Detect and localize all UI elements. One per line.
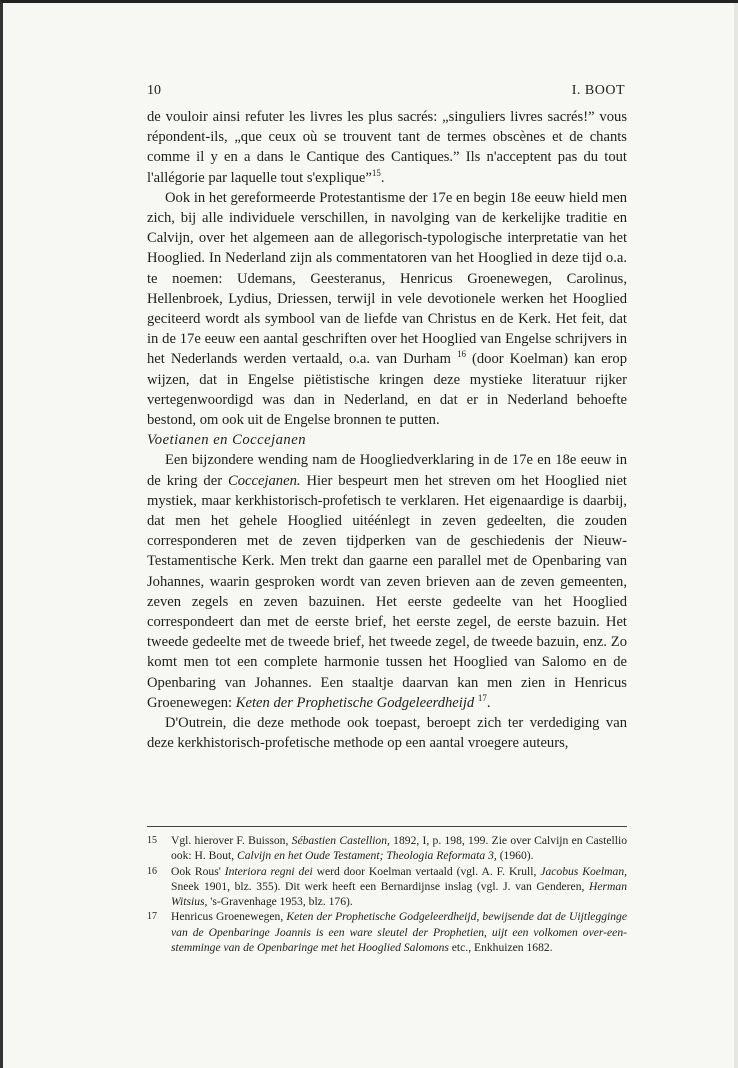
footnote-text: (1960).: [496, 849, 534, 863]
footnote-text: Ook Rous': [171, 864, 225, 878]
paragraph-text: Hier bespeurt men het streven om het Hooglied niet mystiek, maar kerkhistorisch-profetisch te verklaren. Het eigenaardige is daarbij, dat men het gehele Hooglied uitéénlegt in zeven gedeelten, die zouden corresponderen met de zeven tijdperken van de geschiedenis der Nieuw-Testamentische Kerk. Men trekt dan gaarne een parallel met de Openbaring van Johannes, waarin gesproken wordt van zeven brieven aan de zeven gemeenten, zeven zegels en zeven bazuinen. Het eerste gedeelte van het Hooglied correspondeert dan met de eerste brief, het eerste zegel, de eerste bazuin. Het tweede gedeelte met de tweede brief, het tweede zegel, de tweede bazuin, enz. Zo komt men tot een complete harmonie tussen het Hooglied van Salomo en de Openbaring van Johannes. Een staaltje daarvan kan men zien in Henricus Groenewegen:: [147, 472, 627, 711]
footnote-italic: Jacobus Koelman,: [540, 864, 628, 878]
footnote-italic: Sébastien Castellion,: [291, 834, 390, 847]
paragraph-italic: Coccejanen.: [227, 472, 301, 489]
footnote-ref-16: 16: [456, 349, 466, 360]
footnote-number: 16: [147, 865, 157, 877]
footnote-number: 17: [147, 911, 157, 923]
footnote-italic: Keten der Prophetische Godgeleerdheijd, bewijsende dat de Uijtleggingе van de Openbaringe Joannis is een ware sleutel der Prophetien, uijt een volkomen over-een-stemminge van de Openbaringe met het Hooglied Salomons: [171, 910, 627, 955]
paragraph-text: Ook in het gereformeerde Protestantisme der 17e en begin 18e eeuw hield men zich, bij alle individuele verschillen, in navolging van de kerkelijke traditie en Calvijn, over het algemeen aan de allegorisch-typologische interpretatie van het Hooglied. In Nederland zijn als commentatoren van het Hooglied in deze tijd o.a. te noemen: Udemans, Geesteranus, Henricus Groenewegen, Carolinus, Hellenbroek, Lydius, Driessen, terwijl in vele devotionele werken het Hooglied geciteerd wordt als symbool van de liefde van Christus en de Kerk. Het feit, dat in de 17e eeuw een aantal geschriften over het Hooglied van Engelse schrijvers in het Nederlands werden vertaald, o.a. van Durham: [147, 189, 627, 368]
paragraph-text: .: [380, 169, 385, 186]
footnote-italic: Interiora regni dei: [224, 864, 313, 878]
section-heading: Voetianen en Coccejanen: [147, 432, 307, 449]
footnote-ref-15: 15: [371, 167, 381, 178]
paragraph-3: [147, 450, 627, 713]
footnote-text: Henricus Groenewegen,: [171, 910, 287, 924]
page-header: [147, 83, 625, 103]
footnote-number: 15: [147, 835, 157, 846]
footnote-text: Sneek 1901, blz. 355). Dit werk heeft een Bernardijnse inslag (vgl. J. van Genderen,: [171, 879, 589, 893]
paragraph-text: de vouloir ainsi refuter les livres les plus sacrés: „singuliers livres sacrés!” vous répondent-ils, „que ceux où se trouvent tant de termes obscènes et de chants comme il y en a dans le Cantique des Cantiques.” Ils n'acceptent pas du tout l'allégorie par laquelle tout s'explique”: [147, 109, 627, 186]
footnote-text: werd door Koelman vertaald (vgl. A. F. Krull,: [312, 864, 541, 878]
running-head: I. BOOT: [571, 83, 625, 98]
paragraph-text: (door Koelman) kan erop wijzen, dat in Engelse piëtistische kringen deze mystieke literatuur rijker vertegenwoordigd was dan in Nederland, en dat er in Nederland behoefte bestond, om ook uit de Engelse bronnen te putten.: [147, 351, 628, 429]
footnote-16: [147, 864, 627, 910]
footnote-15: [147, 833, 627, 864]
paragraph-text: Een bijzondere wending nam de Hoogliedverklaring in de 17e en 18e eeuw in de kring der: [147, 452, 627, 489]
footnote-17: [147, 909, 627, 955]
book-title: Keten der Prophetische Godgeleerdheijd: [235, 694, 475, 711]
footnote-text: Vgl. hierover F. Buisson,: [171, 834, 292, 847]
paragraph-1: [147, 107, 627, 188]
footnote-text: 1892, I, p. 198, 199. Zie over Calvijn en Castellio ook: H. Bout,: [171, 834, 627, 863]
footnote-ref-17: 17: [477, 692, 487, 703]
page-edge: [734, 3, 738, 1068]
page-number: 10: [147, 83, 161, 98]
footnote-text: etc., Enkhuizen 1682.: [448, 941, 553, 955]
body-text: [147, 107, 627, 754]
paragraph-4: D'Outrein, die deze methode ook toepast, beroept zich ter verdediging van deze kerkhistorisch-profetische methode op een aantal vroegere auteurs,: [147, 715, 627, 752]
footnote-rule: [147, 826, 627, 827]
paragraph-2: [147, 188, 627, 430]
footnote-italic: Herman Witsius,: [171, 879, 627, 909]
footnote-italic: Calvijn en het Oude Testament; Theologia Reformata 3,: [237, 849, 497, 863]
footnote-text: 's-Gravenhage 1953, blz. 176).: [207, 895, 353, 909]
footnotes: [147, 833, 627, 955]
paragraph-text: .: [486, 694, 491, 711]
